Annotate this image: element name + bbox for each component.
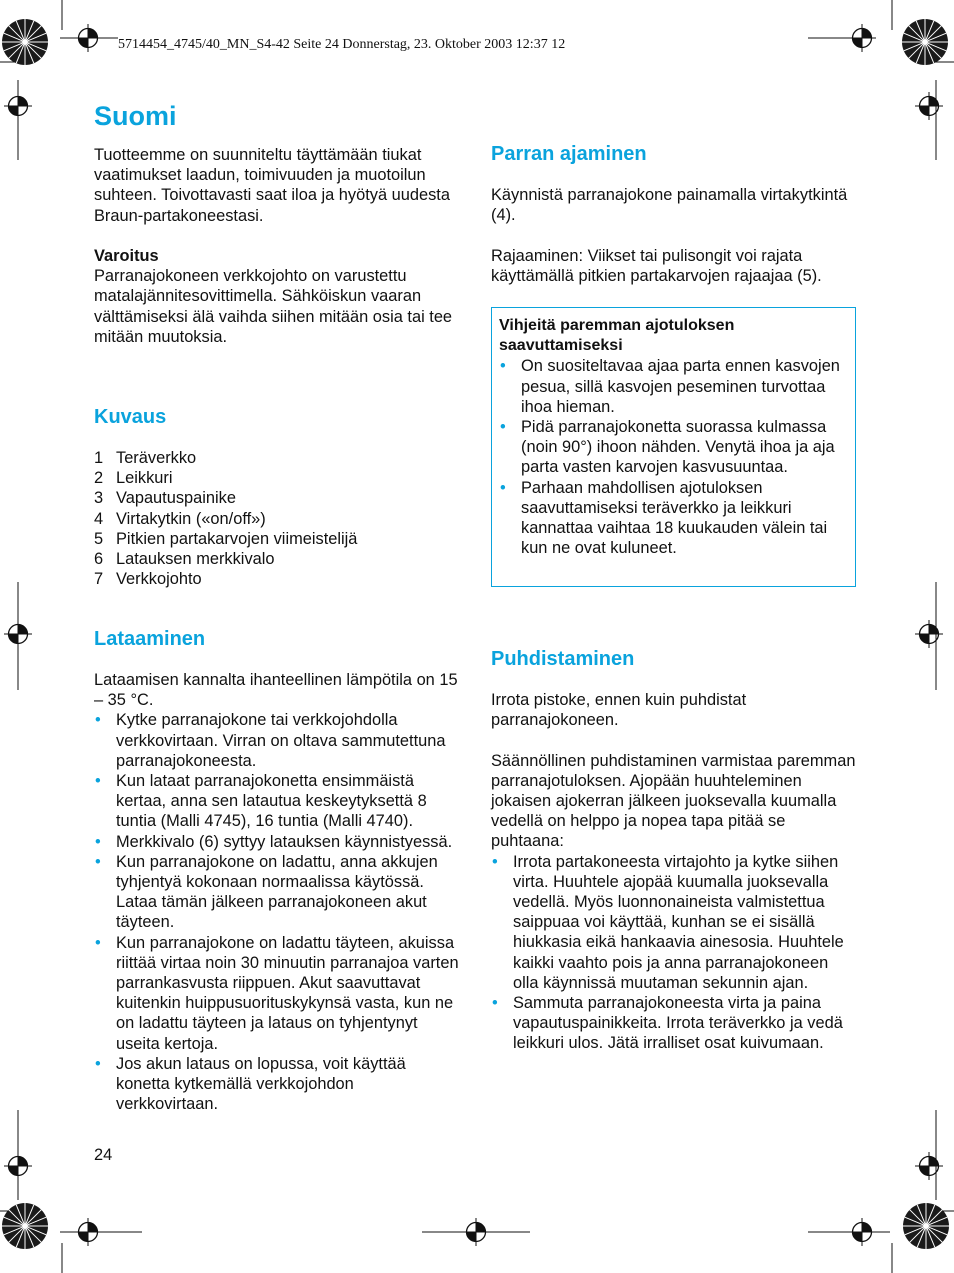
list-item: 7 Verkkojohto bbox=[94, 570, 202, 589]
kuvaus-heading: Kuvaus bbox=[94, 406, 167, 428]
tips-title: Vihjeitä paremman ajotuloksen saavuttamiseksi bbox=[499, 317, 735, 355]
list-item: • Irrota partakoneesta virtajohto ja kytke siihen virta. Huuhtele ajopää kuumalla juoksevalla vedellä. Myös luonnonaineista valmistettua saippuaa voi käyttää, kunhan se ei sisällä hiukkasia eikä hankaavia ainesosia. Huuhtele kaikki vaahto pois ja anna parranajokoneen olla käynnissä muutaman sekunnin ajan. bbox=[491, 852, 857, 993]
intro-paragraph: Tuotteemme on suunniteltu täyttämään tiukat vaatimukset laadun, toimivuuden ja muotoilun suhteen. Toivottavasti saat iloa ja hyötyä uudesta Braun-partakoneestasi. bbox=[94, 146, 450, 225]
list-item: 3 Vapautuspainike bbox=[94, 489, 236, 508]
list-item: • Jos akun lataus on lopussa, voit käyttää konetta kytkemällä verkkojohdon verkkovirtaan. bbox=[94, 1054, 460, 1115]
page-number: 24 bbox=[94, 1146, 113, 1164]
parran-paragraph-1: Käynnistä parranajokone painamalla virtakytkintä (4). bbox=[491, 186, 848, 225]
warning-title: Varoitus bbox=[94, 247, 159, 265]
list-item: 5 Pitkien partakarvojen viimeistelijä bbox=[94, 529, 358, 548]
list-item: 1 Teräverkko bbox=[94, 449, 197, 467]
list-item: 2 Leikkuri bbox=[94, 469, 173, 488]
list-item: • Kytke parranajokone tai verkkojohdolla verkkovirtaan. Virran on oltava sammutettuna parranajokoneesta. bbox=[94, 710, 460, 771]
puhdistaminen-paragraph-1: Irrota pistoke, ennen kuin puhdistat parranajokoneen. bbox=[491, 691, 747, 730]
list-item: • Parhaan mahdollisen ajotuloksen saavuttamiseksi teräverkko ja leikkuri kannattaa vaihtaa 18 kuukauden välein tai kun ne ovat kuluneet. bbox=[499, 478, 847, 559]
lataaminen-list bbox=[94, 710, 460, 1114]
lataaminen-intro: Lataamisen kannalta ihanteellinen lämpötila on 15 – 35 °C. bbox=[94, 671, 458, 710]
lataaminen-section bbox=[94, 670, 460, 1114]
list-item: • Kun lataat parranajokonetta ensimmäistä kertaa, anna sen latautua keskeytyksettä 8 tuntia (Malli 4745), 16 tuntia (Malli 4740). bbox=[94, 771, 460, 832]
puhdistaminen-heading: Puhdistaminen bbox=[491, 648, 635, 670]
tips-box bbox=[491, 307, 856, 587]
list-item: • Kun parranajokone on ladattu täyteen, akuissa riittää virtaa noin 30 minuutin parranajoa varten parrankasvusta riippuen. Akut saavuttavat kuitenkin huippusuorituskykynsä vasta, kun ne on ladattu täyteen ja lataus on tyhjentynyt useita kertoja. bbox=[94, 933, 460, 1054]
list-item: • Kun parranajokone on ladattu, anna akkujen tyhjentyä kokonaan normaalissa käytössä. Lataa tämän jälkeen parranajokoneen akut täyteen. bbox=[94, 852, 460, 933]
puhdistaminen-paragraph-2: Säännöllinen puhdistaminen varmistaa paremman parranajotuloksen. Ajopään huuhteleminen jokaisen ajokerran jälkeen juoksevalla kuumalla vedellä on helppo ja nopea tapa pitää se puhtaana: bbox=[491, 751, 856, 851]
lataaminen-heading: Lataaminen bbox=[94, 628, 206, 650]
warning-text: Parranajokoneen verkkojohto on varustettu matalajännitesovittimella. Sähköiskun vaaran välttämiseksi älä vaihda siihen mitään osia tai tee mitään muutoksia. bbox=[94, 267, 453, 346]
list-item: • Sammuta parranajokoneesta virta ja paina vapautuspainikkeita. Irrota teräverkko ja vedä leikkuri ulos. Jätä irralliset osat kuivumaan. bbox=[491, 993, 857, 1054]
puhdistaminen-list bbox=[491, 852, 857, 1054]
print-slug-header: 5714454_4745/40_MN_S4-42 Seite 24 Donnerstag, 23. Oktober 2003 12:37 12 bbox=[118, 37, 566, 52]
page-title: Suomi bbox=[94, 101, 177, 131]
list-item: • On suositeltavaa ajaa parta ennen kasvojen pesua, sillä kasvojen peseminen turvottaa ihoa hieman. bbox=[499, 356, 847, 417]
puhdistaminen-section bbox=[491, 690, 857, 1054]
tips-list bbox=[499, 356, 847, 558]
parran-paragraph-2: Rajaaminen: Viikset tai pulisongit voi rajata käyttämällä pitkien partakarvojen rajaajaa (5). bbox=[491, 246, 822, 285]
parran-heading: Parran ajaminen bbox=[491, 143, 647, 165]
kuvaus-list bbox=[94, 448, 464, 589]
list-item: 6 Latauksen merkkivalo bbox=[94, 550, 275, 569]
warning-section bbox=[94, 246, 464, 347]
list-item: • Pidä parranajokonetta suorassa kulmassa (noin 90°) ihoon nähden. Venytä ihoa ja aja parta vasten karvojen kasvusuuntaa. bbox=[499, 417, 847, 478]
parran-section bbox=[491, 185, 861, 286]
list-item: 4 Virtakytkin («on/off») bbox=[94, 509, 266, 528]
list-item: • Merkkivalo (6) syttyy latauksen käynnistyessä. bbox=[94, 832, 460, 852]
